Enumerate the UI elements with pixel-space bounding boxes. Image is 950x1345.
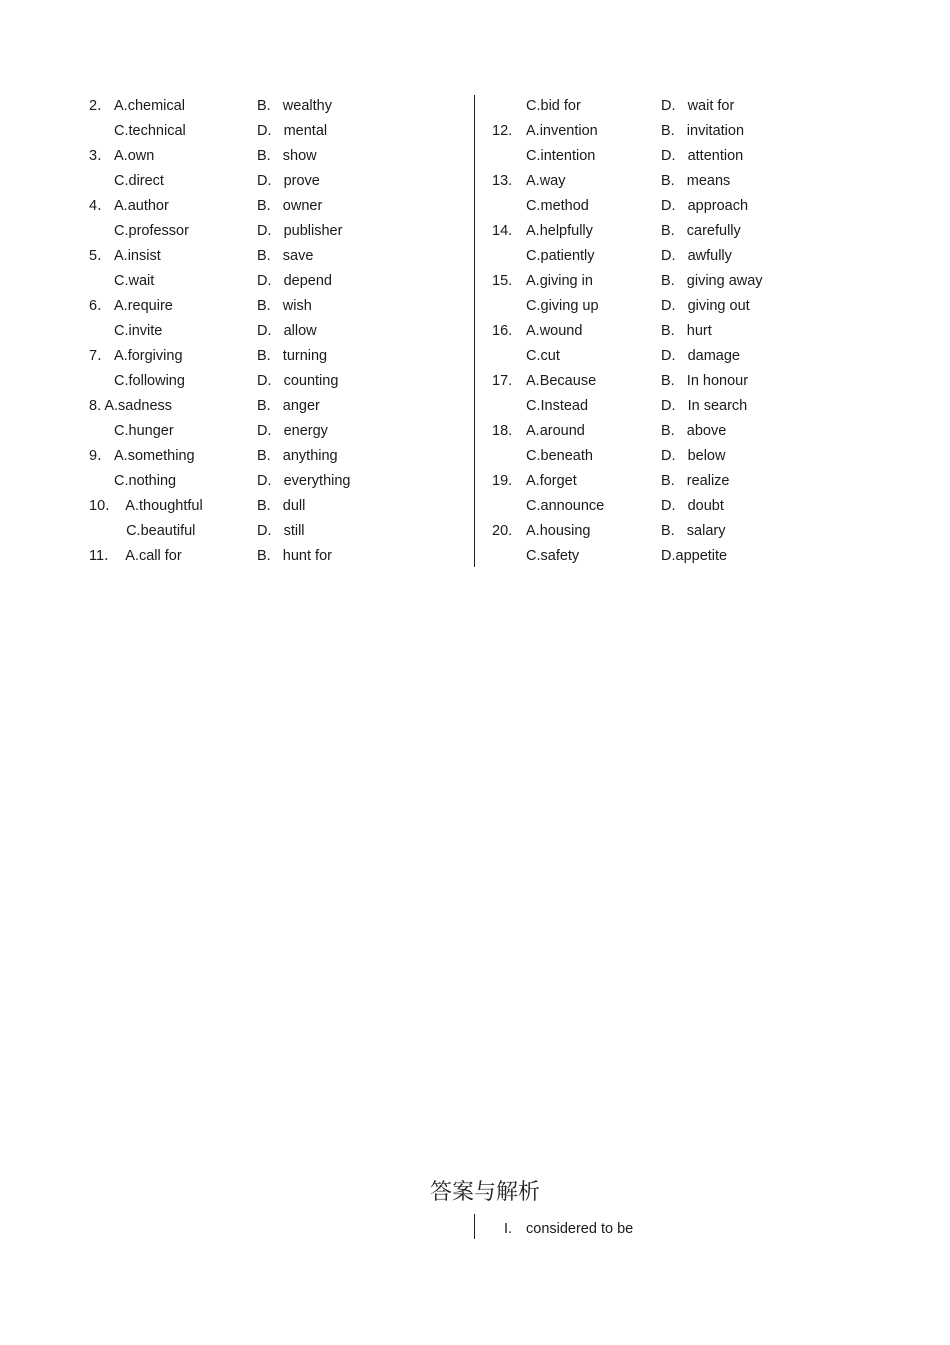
option-a-or-c: A.insist xyxy=(114,248,161,264)
question-option-row xyxy=(89,145,469,170)
option-b-or-d: B. hurt xyxy=(661,323,712,339)
question-number: 2． xyxy=(89,98,112,114)
question-number: 5． xyxy=(89,248,112,264)
column-divider xyxy=(474,95,475,567)
option-b-or-d: D. allow xyxy=(257,323,317,339)
option-b-or-d: D. mental xyxy=(257,123,328,139)
option-b-or-d: B. above xyxy=(661,423,727,439)
option-b-or-d: D. energy xyxy=(257,423,328,439)
option-b-or-d: D. giving out xyxy=(661,298,750,314)
question-option-row xyxy=(89,420,469,445)
question-option-row xyxy=(89,445,469,470)
question-option-row xyxy=(89,345,469,370)
question-option-row xyxy=(89,270,469,295)
option-a-or-c: A.housing xyxy=(526,523,591,539)
option-b-or-d: B. In honour xyxy=(661,373,749,389)
option-b-or-d: B. anger xyxy=(257,398,320,414)
option-a-or-c: A.author xyxy=(114,198,169,214)
option-b-or-d: B. salary xyxy=(661,523,726,539)
option-a-or-c: A.invention xyxy=(526,123,598,139)
option-b-or-d: B. giving away xyxy=(661,273,763,289)
question-number: 15. xyxy=(492,273,513,289)
option-b-or-d: B. dull xyxy=(257,498,306,514)
option-a-or-c: C.giving up xyxy=(526,298,599,314)
option-a-or-c: A.giving in xyxy=(526,273,593,289)
option-b-or-d: D.appetite xyxy=(661,548,728,564)
question-option-row xyxy=(89,320,469,345)
question-number: 18. xyxy=(492,423,513,439)
option-a-or-c: C.wait xyxy=(114,273,155,289)
option-a-or-c: A.way xyxy=(526,173,566,189)
option-a-or-c: C.beautiful xyxy=(114,523,196,539)
question-option-row xyxy=(89,195,469,220)
option-b-or-d: D. prove xyxy=(257,173,320,189)
question-option-row xyxy=(492,470,872,495)
option-b-or-d: D. awfully xyxy=(661,248,732,264)
option-b-or-d: B. turning xyxy=(257,348,328,364)
right-options-column xyxy=(492,95,872,570)
answers-heading: 答案与解析 xyxy=(429,1180,540,1205)
question-option-row xyxy=(492,245,872,270)
question-option-row xyxy=(492,520,872,545)
question-number: 16. xyxy=(492,323,513,339)
question-number: 14. xyxy=(492,223,513,239)
question-option-row xyxy=(89,95,469,120)
option-b-or-d: D. below xyxy=(661,448,726,464)
question-option-row xyxy=(492,445,872,470)
option-a-or-c: C.announce xyxy=(526,498,605,514)
option-a-or-c: A.chemical xyxy=(114,98,185,114)
option-a-or-c: C.technical xyxy=(114,123,186,139)
question-number: 11． xyxy=(89,548,119,564)
option-b-or-d: D. attention xyxy=(661,148,744,164)
left-options-column xyxy=(89,95,469,570)
option-b-or-d: B. invitation xyxy=(661,123,745,139)
question-number: 19. xyxy=(492,473,513,489)
question-option-row xyxy=(89,395,469,420)
option-a-or-c: C.hunger xyxy=(114,423,174,439)
question-number: 8. A.sadness xyxy=(89,398,173,414)
option-b-or-d: B. owner xyxy=(257,198,323,214)
option-a-or-c: A.forgiving xyxy=(114,348,183,364)
question-number: 7． xyxy=(89,348,112,364)
question-number: 17. xyxy=(492,373,513,389)
option-b-or-d: B. means xyxy=(661,173,731,189)
option-a-or-c: C.following xyxy=(114,373,185,389)
question-option-row xyxy=(492,320,872,345)
option-b-or-d: B. realize xyxy=(661,473,730,489)
option-b-or-d: B. wish xyxy=(257,298,312,314)
question-option-row xyxy=(89,220,469,245)
question-option-row xyxy=(492,95,872,120)
option-a-or-c: C.safety xyxy=(526,548,580,564)
question-option-row xyxy=(492,420,872,445)
option-b-or-d: B. carefully xyxy=(661,223,741,239)
option-a-or-c: A.thoughtful xyxy=(114,498,203,514)
question-option-row xyxy=(89,170,469,195)
question-option-row xyxy=(492,545,872,570)
question-number: 10． xyxy=(89,498,120,514)
option-a-or-c: A.own xyxy=(114,148,155,164)
question-option-row xyxy=(492,295,872,320)
option-b-or-d: D. In search xyxy=(661,398,748,414)
answers-divider xyxy=(474,1214,475,1239)
question-option-row xyxy=(492,195,872,220)
option-a-or-c: C.Instead xyxy=(526,398,589,414)
question-option-row xyxy=(89,495,469,520)
question-number: 4． xyxy=(89,198,112,214)
option-b-or-d: B. show xyxy=(257,148,317,164)
option-a-or-c: C.method xyxy=(526,198,589,214)
option-a-or-c: A.around xyxy=(526,423,585,439)
option-a-or-c: C.nothing xyxy=(114,473,177,489)
option-b-or-d: D. damage xyxy=(661,348,740,364)
question-option-row xyxy=(89,520,469,545)
option-a-or-c: C.professor xyxy=(114,223,189,239)
option-a-or-c: A.helpfully xyxy=(526,223,593,239)
option-b-or-d: D. counting xyxy=(257,373,339,389)
option-a-or-c: A.require xyxy=(114,298,173,314)
question-option-row xyxy=(492,370,872,395)
option-a-or-c: C.bid for xyxy=(526,98,581,114)
question-number: 13. xyxy=(492,173,513,189)
option-a-or-c: A.call for xyxy=(114,548,182,564)
question-number: 12. xyxy=(492,123,513,139)
option-b-or-d: D. still xyxy=(257,523,305,539)
answer-item xyxy=(504,1220,634,1274)
question-option-row xyxy=(492,145,872,170)
question-option-row xyxy=(492,220,872,245)
question-option-row xyxy=(89,370,469,395)
option-a-or-c: A.forget xyxy=(526,473,577,489)
option-b-or-d: B. hunt for xyxy=(257,548,332,564)
option-a-or-c: C.beneath xyxy=(526,448,593,464)
question-number: 20. xyxy=(492,523,513,539)
question-option-row xyxy=(492,170,872,195)
option-b-or-d: D. approach xyxy=(661,198,749,214)
question-option-row xyxy=(89,295,469,320)
question-number: 9． xyxy=(89,448,112,464)
question-option-row xyxy=(492,395,872,420)
question-option-row xyxy=(89,545,469,570)
option-a-or-c: C.intention xyxy=(526,148,596,164)
question-option-row xyxy=(89,120,469,145)
option-a-or-c: A.something xyxy=(114,448,195,464)
question-option-row xyxy=(492,495,872,520)
option-b-or-d: D. doubt xyxy=(661,498,724,514)
option-b-or-d: D. everything xyxy=(257,473,351,489)
option-b-or-d: D. wait for xyxy=(661,98,735,114)
option-a-or-c: C.invite xyxy=(114,323,163,339)
question-option-row xyxy=(89,245,469,270)
answer-item-text: considered to be xyxy=(526,1221,634,1237)
question-option-row xyxy=(492,120,872,145)
question-option-row xyxy=(492,270,872,295)
option-b-or-d: B. wealthy xyxy=(257,98,332,114)
option-a-or-c: A.wound xyxy=(526,323,583,339)
option-b-or-d: D. publisher xyxy=(257,223,343,239)
option-b-or-d: D. depend xyxy=(257,273,332,289)
question-option-row xyxy=(492,345,872,370)
question-number: 6． xyxy=(89,298,112,314)
answer-item-number: I. xyxy=(504,1221,513,1237)
question-number: 3． xyxy=(89,148,112,164)
option-a-or-c: C.patiently xyxy=(526,248,595,264)
option-a-or-c: A.Because xyxy=(526,373,597,389)
option-a-or-c: C.cut xyxy=(526,348,560,364)
question-option-row xyxy=(89,470,469,495)
option-b-or-d: B. save xyxy=(257,248,314,264)
option-a-or-c: C.direct xyxy=(114,173,164,189)
option-b-or-d: B. anything xyxy=(257,448,338,464)
